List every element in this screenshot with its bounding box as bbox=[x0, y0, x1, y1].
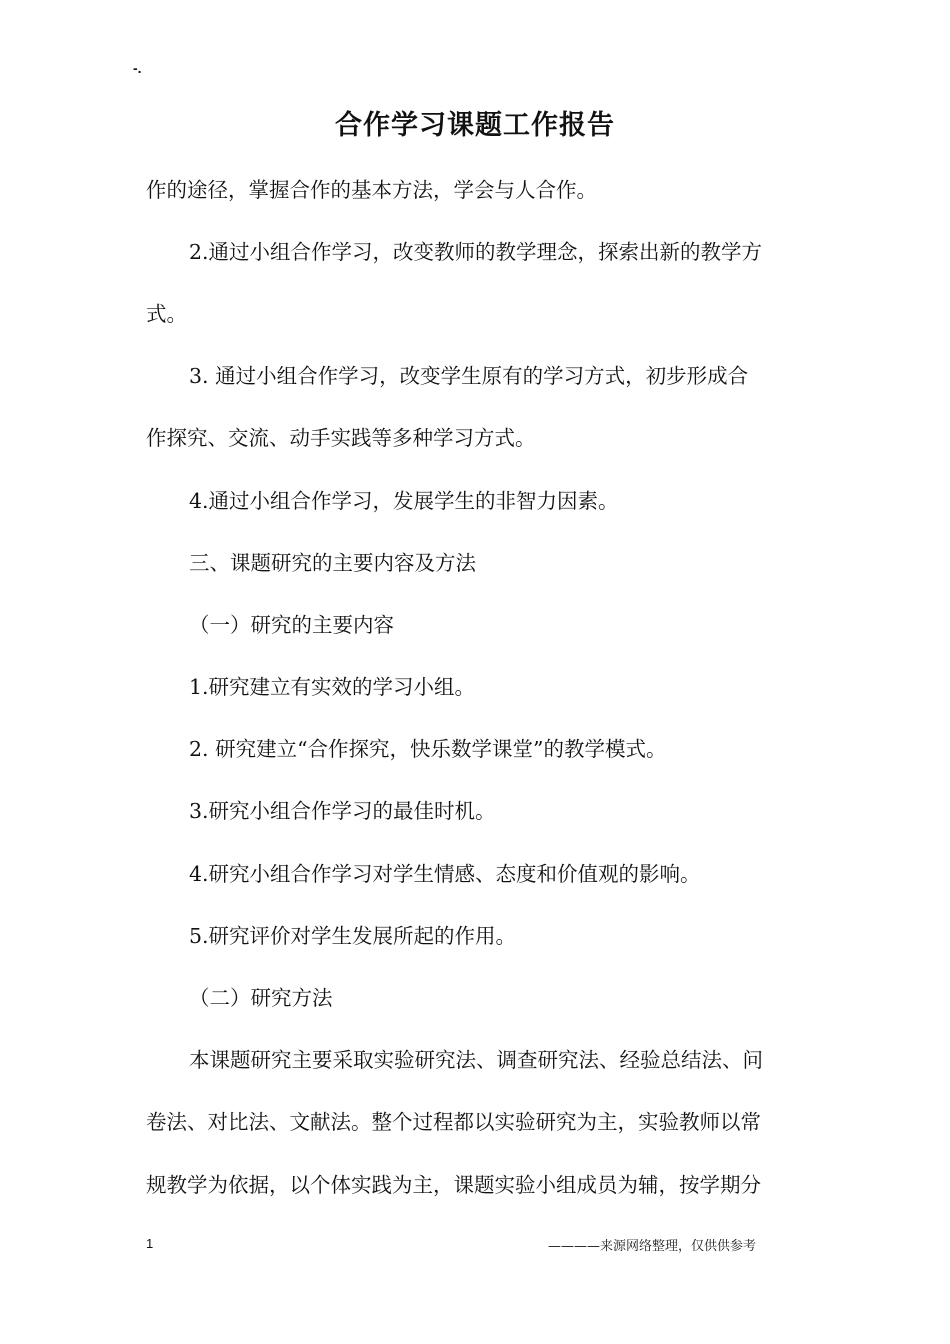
body-line-11: 3.研究小组合作学习的最佳时机。 bbox=[189, 799, 496, 823]
section-heading-3: 三、课题研究的主要内容及方法 bbox=[189, 551, 476, 575]
body-line-17: 规教学为依据，以个体实践为主，课题实验小组成员为辅，按学期分 bbox=[146, 1173, 761, 1197]
body-line-16: 卷法、对比法、文献法。整个过程都以实验研究为主，实验教师以常 bbox=[146, 1110, 761, 1134]
body-line-10: 2. 研究建立“合作探究，快乐数学课堂”的教学模式。 bbox=[189, 737, 667, 761]
subsection-heading-2: （二）研究方法 bbox=[189, 986, 333, 1010]
body-line-12: 4.研究小组合作学习对学生情感、态度和价值观的影响。 bbox=[189, 862, 701, 886]
body-line-15: 本课题研究主要采取实验研究法、调查研究法、经验总结法、问 bbox=[189, 1048, 763, 1072]
page-number: 1 bbox=[146, 1236, 154, 1251]
subsection-heading-1: （一）研究的主要内容 bbox=[189, 613, 394, 637]
body-line-2: 2.通过小组合作学习，改变教师的教学理念，探索出新的教学方 bbox=[189, 240, 763, 264]
header-mark: -. bbox=[133, 60, 142, 76]
body-line-1: 作的途径，掌握合作的基本方法，学会与人合作。 bbox=[146, 178, 597, 202]
body-line-13: 5.研究评价对学生发展所起的作用。 bbox=[189, 924, 517, 948]
body-line-5: 作探究、交流、动手实践等多种学习方式。 bbox=[146, 426, 536, 450]
body-line-9: 1.研究建立有实效的学习小组。 bbox=[189, 675, 476, 699]
document-title: 合作学习课题工作报告 bbox=[335, 110, 615, 141]
body-line-6: 4.通过小组合作学习，发展学生的非智力因素。 bbox=[189, 489, 619, 513]
body-line-4: 3. 通过小组合作学习，改变学生原有的学习方式，初步形成合 bbox=[189, 364, 749, 388]
footer-note: ————来源网络整理，仅供供参考 bbox=[548, 1239, 757, 1254]
body-line-3: 式。 bbox=[146, 302, 187, 326]
